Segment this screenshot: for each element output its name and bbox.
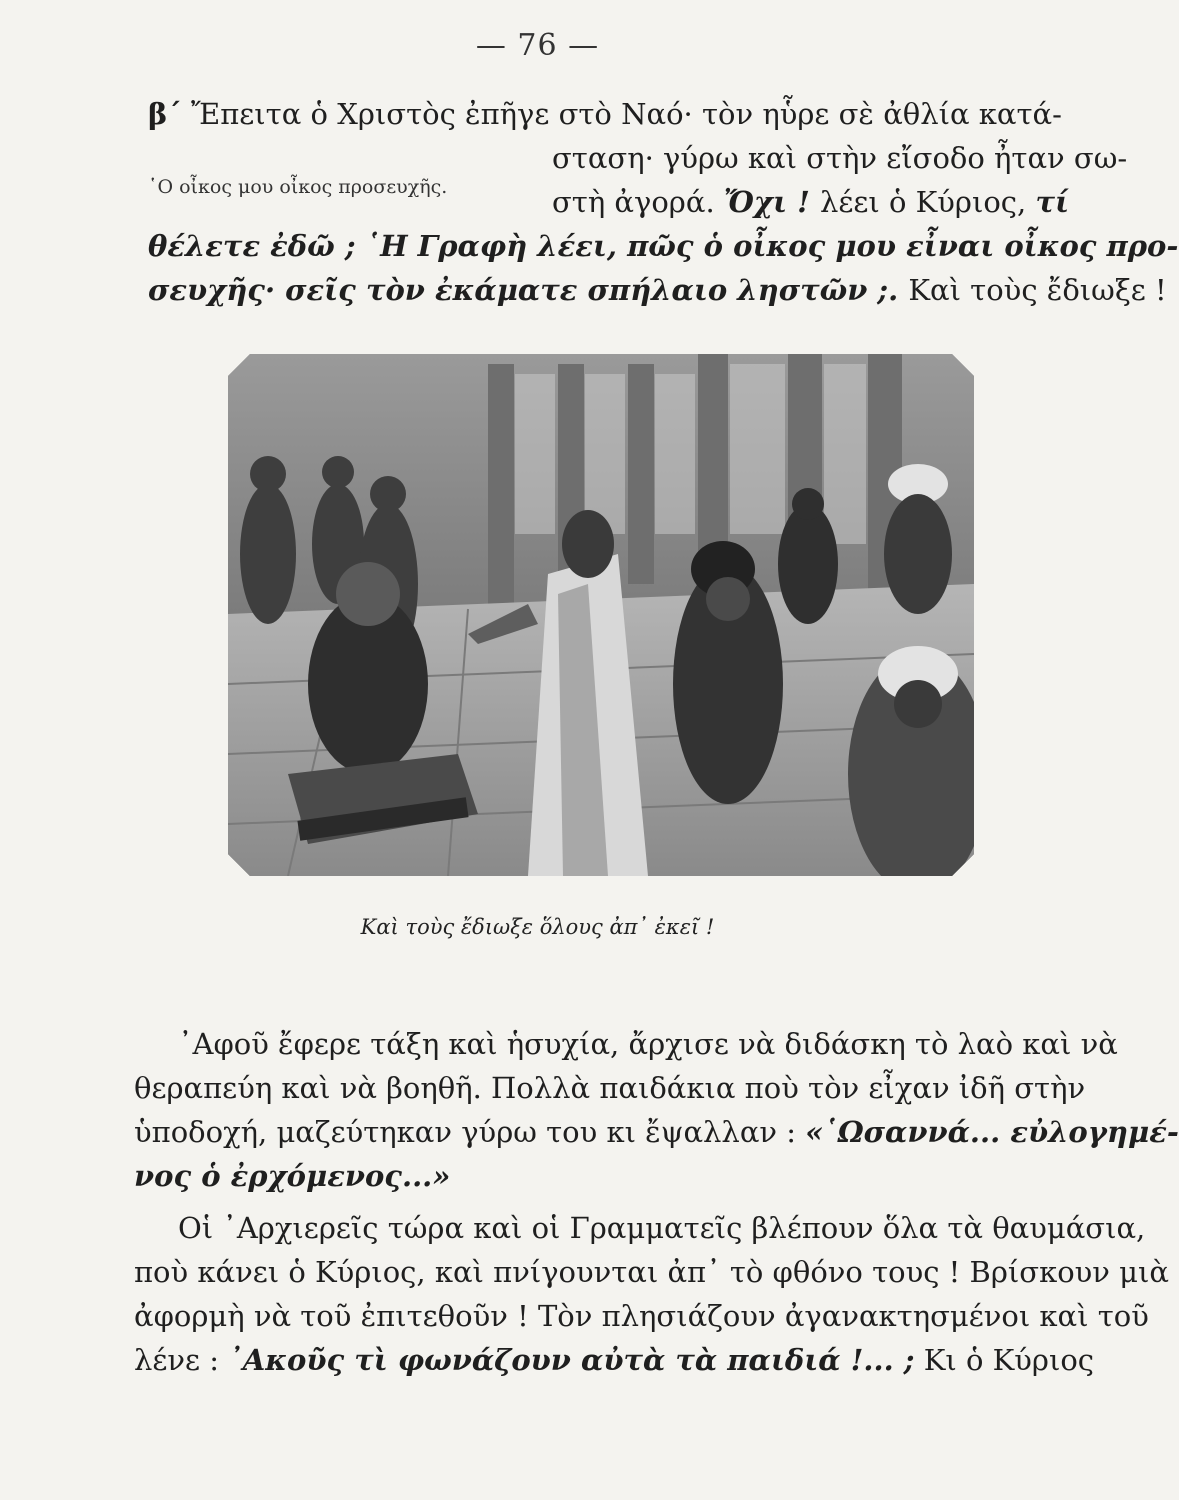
para1-line1 [148,96,1062,132]
para1-line3-d: τί [1035,185,1070,219]
para2-line1: ᾽Αφοῦ ἔφερε τάξη καὶ ἡσυχία, ἄρχισε νὰ διδάσκη τὸ λαὸ καὶ νὰ [178,1027,1118,1061]
para3-line1: Οἱ ᾽Αρχιερεῖς τώρα καὶ οἱ Γραμματεῖς βλέπουν ὅλα τὰ θαυμάσια, [178,1211,1146,1245]
para1-line5-a: σευχῆς· σεῖς τὸν ἐκάματε σπήλαιο ληστῶν ;. [148,273,909,307]
para2-line3 [134,1114,1179,1150]
para1-line2: σταση· γύρω καὶ στὴν εἴσοδο ἦταν σω- [552,141,1128,175]
para3-line3: ἀφορμὴ νὰ τοῦ ἐπιτεθοῦν ! Τὸν πλησιάζουν ἀγανακτησμένοι καὶ τοῦ [134,1299,1149,1333]
para3-line4-a: λένε : [134,1343,229,1377]
para3-line4-c: Κι ὁ Κύριος [914,1343,1095,1377]
para2-line4: νος ὁ ἐρχόμενος...» [134,1159,451,1193]
para1-line3 [552,184,1069,220]
para2-line3-b: «῾Ωσαννά... εὐλογημέ- [805,1115,1179,1149]
para1-line5-b: Καὶ τοὺς ἔδιωξε ! [908,273,1167,307]
illustration-caption: Καὶ τοὺς ἔδιωξε ὅλους ἀπ᾽ ἐκεῖ ! [360,915,715,939]
page-number: — 76 — [475,28,600,63]
para1-line3-b: Ὄχι ! [723,185,820,219]
para1-line3-a: στὴ ἀγορά. [552,185,724,219]
para1-line5 [148,272,1167,308]
para1-line1-text: Ἔπειτα ὁ Χριστὸς ἐπῆγε στὸ Ναό· τὸν ηὗρε σὲ ἀθλία κατά- [181,97,1062,131]
margin-note: ῾Ο οἶκος μου οἶκος προσευχῆς. [148,176,448,198]
para3-line4 [134,1342,1094,1378]
para1-line3-c: λέει ὁ Κύριος, [819,185,1036,219]
temple-illustration [228,354,974,876]
para1-line4: θέλετε ἐδῶ ; ῾Η Γραφὴ λέει, πῶς ὁ οἶκος μου εἶναι οἶκος προ- [148,229,1179,263]
illustration-drawing [228,354,974,876]
para3-line2: ποὺ κάνει ὁ Κύριος, καὶ πνίγουνται ἀπ᾽ τὸ φθόνο τους ! Βρίσκουν μιὰ [134,1255,1169,1289]
section-marker: β΄ [148,97,182,131]
para2-line2: θεραπεύη καὶ νὰ βοηθῆ. Πολλὰ παιδάκια ποὺ τὸν εἶχαν ἰδῆ στὴν [134,1071,1086,1105]
para2-line3-a: ὑποδοχή, μαζεύτηκαν γύρω του κι ἔψαλλαν : [134,1115,806,1149]
para3-line4-b: ᾽Ακοῦς τὶ φωνάζουν αὐτὰ τὰ παιδιά !... ; [228,1343,915,1377]
